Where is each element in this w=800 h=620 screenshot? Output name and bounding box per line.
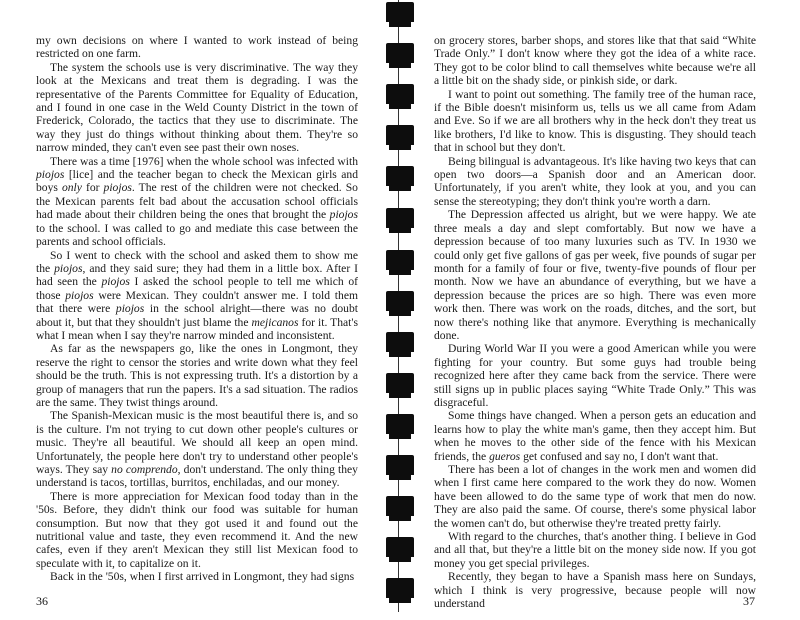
paragraph: Some things have changed. When a person gets an education and learns how to play the white man's game, then they accept him. But when he moves to the other side of the fence with his Mexican friends, the gueros get confused and say no, I don't want that. [434, 409, 756, 463]
paragraph: my own decisions on where I wanted to work instead of being restricted on one farm. [36, 34, 358, 61]
binding-coil [386, 537, 414, 557]
paragraph: Being bilingual is advantageous. It's like having two keys that can open two doors—a Spanish door and an American door. Unfortunately, if you aren't white, they look at you, and you can sense the stereotyping; they don't think you're worth a darn. [434, 154, 756, 208]
binding-coil [386, 250, 414, 270]
binding-coil [386, 208, 414, 228]
binding-coil [386, 578, 414, 598]
binding-coil [386, 166, 414, 186]
paragraph: Back in the '50s, when I first arrived in Longmont, they had signs [50, 570, 355, 584]
binding-coil [386, 332, 414, 352]
paragraph: on grocery stores, barber shops, and stores like that that said “White Trade Only.” I don't know where they got the idea of a white race. They got to be color blind to call themselves white because we're all a little bit on the shady side, or pinkish side, or dark. [434, 34, 756, 88]
paragraph: I want to point out something. The family tree of the human race, if the Bible doesn't misinform us, tells us we all came from Adam and Eve. So if we are all brothers why in the heck don't they treat us like brothers, I'd like to know. This is disgusting. They should teach that in school but they don't. [434, 87, 756, 155]
paragraph: The Depression affected us alright, but we were happy. We ate three meals a day and slept comfortably. But now we have a depression because of too many luxuries such as TV. In 1930 we could only get five gallons of gas per week, five pounds of sugar per month for a family of four or five, twenty-five pounds of flour per month. Now we have an abundance of everything, but we have a depression because the prices are so high. There was even more work then. There was work on the roads, ditches, and the sort, but now there's nothing like that anymore. Everything is mechanically done. [434, 208, 756, 342]
binding-coil [386, 2, 414, 22]
binding-coil [386, 414, 414, 434]
page-number-right: 37 [743, 594, 755, 608]
binding-coil [386, 496, 414, 516]
paragraph: As far as the newspapers go, like the ones in Longmont, they reserve the right to censor the stories and write down what they feel should be the truth. This is not expressing truth. It's a distortion by a group of managers that run the papers. It's a sad situation. The radios are the same. They twist things around. [36, 342, 358, 409]
paragraph: With regard to the churches, that's another thing. I believe in God and all that, but they're a little bit on the money side now. If you got money you get special privileges. [434, 530, 756, 570]
paragraph: The system the schools use is very discriminative. The way they look at the Mexicans and treat them is degrading. I was the representative of the Parents Committee for Equality of Education, and I found in one case in the Weld County District in the town of Frederick, Colorado, the tactics that they use to discriminate. The way they just do things without thinking about them. They're so narrow minded, they can't even see past their own noses. [36, 60, 358, 155]
left-page-text [36, 34, 358, 584]
spiral-binding [382, 0, 416, 620]
right-page-text [434, 34, 756, 610]
binding-coil [386, 43, 414, 63]
binding-coil [386, 373, 414, 393]
binding-coil [386, 455, 414, 475]
paragraph: So I went to check with the school and asked them to show me the piojos, and they said sure; they had them in a little box. After I had seen the piojos I asked the school people to tell me which of those piojos were Mexican. They couldn't answer me. I told them that there were piojos in the school alright—there was no doubt about it, but that they shouldn't just blame the mejicanos for it. That's what I mean when I say they're narrow minded and inconsistent. [36, 248, 359, 342]
paragraph: Recently, they began to have a Spanish mass here on Sundays, which I think is very progressive, because people will now understand [434, 570, 756, 611]
paragraph: There was a time [1976] when the whole school was infected with piojos [lice] and the teacher began to check the Mexican girls and boys only for piojos. The rest of the children were not checked. So the Mexican parents felt bad about the accusation school officials had made about their children being the ones that brought the piojos to the school. I was called to go and mediate this case between the parents and school officials. [36, 154, 358, 249]
binding-coil [386, 125, 414, 145]
paragraph: There has been a lot of changes in the work men and women did when I first came here compared to the work they do now. Women have been allowed to do the same type of work that men do now. They are also paid the same. Of course, there's some physical labor the women can't do, but otherwise they're treated pretty fairly. [434, 463, 756, 530]
binding-coil [386, 84, 414, 104]
paragraph: There is more appreciation for Mexican food today than in the '50s. Before, they didn't think our food was suitable for human consumption. But now that they got used it and found out the nutritional value and taste, they even recommend it. And the new cafes, even if they aren't Mexican they still list Mexican food to speculate with it, to capitalize on it. [36, 489, 358, 570]
paragraph: The Spanish-Mexican music is the most beautiful there is, and so is the culture. I'm not trying to cut down other people's cultures or music. They're all beautiful. We should all keep an open mind. Unfortunately, the people here don't try to understand other people's ways. They say no comprendo, don't understand. The only thing they understand is tacos, tortillas, burritos, enchiladas, and our money. [36, 409, 358, 490]
page-number-left: 36 [36, 594, 48, 608]
paragraph: During World War II you were a good American while you were fighting for your country. But some guys had trouble being recognized here after they came back from the service. There were still signs up in public places saying “White Trade Only.” This was disgraceful. [434, 342, 756, 409]
binding-coil [386, 291, 414, 311]
